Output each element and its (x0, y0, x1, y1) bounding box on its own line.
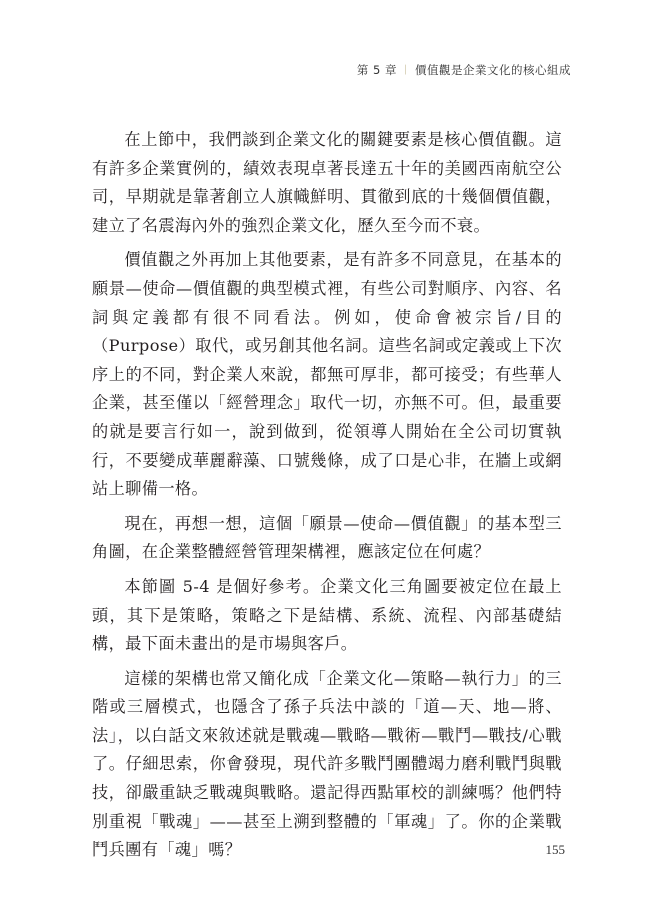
paragraph-5: 這樣的架構也常又簡化成「企業文化—策略—執行力」的三階或三層模式，也隱含了孫子兵法中談的「道—天、地—將、法」，以白話文來敘述就是戰魂—戰略—戰術—戰鬥—戰技/心戰了。仔細思索，你會發現，現代許多戰鬥團體竭力磨利戰鬥與戰技，卻嚴重缺乏戰魂與戰略。還記得西點軍校的訓練嗎？他們特別重視「戰魂」——甚至上溯到整體的「軍魂」了。你的企業戰鬥兵團有「魂」嗎？ (92, 668, 562, 860)
page-number: 155 (545, 842, 565, 857)
chapter-title: 價值觀是企業文化的核心組成 (415, 63, 571, 77)
running-header (357, 62, 571, 78)
chapter-number: 第 5 章 (356, 63, 397, 77)
paragraph-1: 在上節中，我們談到企業文化的關鍵要素是核心價值觀。這有許多企業實例的，績效表現卓著長達五十年的美國西南航空公司，早期就是靠著創立人旗幟鮮明、貫徹到底的十幾個價值觀，建立了名震海內外的強烈企業文化，歷久至今而不衰。 (92, 130, 562, 235)
paragraph-2: 價值觀之外再加上其他要素，是有許多不同意見，在基本的願景—使命—價值觀的典型模式裡，有些公司對順序、內容、名詞與定義都有很不同看法。例如，使命會被宗旨/目的（Purpose）取代，或另創其他名詞。這些名詞或定義或上下次序上的不同，對企業人來說，都無可厚非，都可接受；有些華人企業，甚至僅以「經營理念」取代一切，亦無不可。但，最重要的就是要言行如一，說到做到，從領導人開始在全公司切實執行，不要變成華麗辭藻、口號幾條，成了口是心非，在牆上或網站上聊備一格。 (92, 250, 562, 499)
header-separator: ︱ (400, 63, 412, 77)
paragraph-3: 現在，再想一想，這個「願景—使命—價值觀」的基本型三角圖，在企業整體經營管理架構裡，應該定位在何處？ (92, 513, 562, 562)
body-text (92, 126, 562, 871)
paragraph-4: 本節圖 5-4 是個好參考。企業文化三角圖要被定位在最上頭，其下是策略，策略之下是結構、系統、流程、內部基礎結構，最下面未畫出的是市場與客戶。 (92, 576, 562, 654)
